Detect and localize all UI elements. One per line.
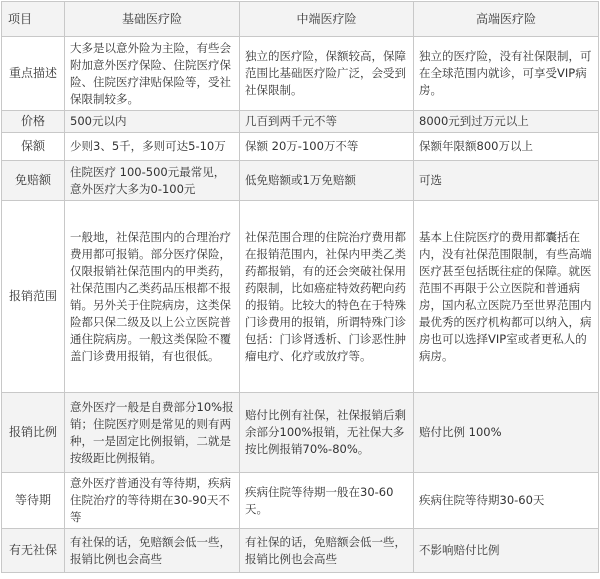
- header-basic-insurance: 基础医疗险: [65, 2, 240, 37]
- table-row: [2, 37, 599, 111]
- cell-mid: 保额 20万-100万不等: [240, 133, 414, 161]
- cell-basic: 住院医疗 100-500元最常见，意外医疗大多为0-100元: [65, 161, 240, 201]
- cell-basic: 有社保的话，免赔额会低一些，报销比例也会高些: [65, 529, 240, 573]
- cell-mid: 社保范围合理的住院治疗费用都在报销范围内，社保内甲类乙类药都报销，有的还会突破社保用药限制，比如癌症特效药靶向药的报销。比较大的特色在于特殊门诊费用的报销，所谓特殊门诊包括：门诊肾透析、门诊恶性肿瘤电疗、化疗或放疗等。: [240, 201, 414, 393]
- table-row: [2, 393, 599, 473]
- cell-high: 可选: [414, 161, 599, 201]
- row-label: 报销比例: [2, 393, 65, 473]
- table-row: [2, 111, 599, 133]
- cell-basic: 一般地，社保范围内的合理治疗费用都可报销。部分医疗保险，仅限报销社保范围内的甲类药，社保范围内乙类药品压根都不报销。另外关于住院病房，这类保险都只保二级及以上公立医院普通住院病房。一般这类保险不覆盖门诊费用报销，有也很低。: [65, 201, 240, 393]
- row-label: 保额: [2, 133, 65, 161]
- header-row: [2, 2, 599, 37]
- cell-high: 保额年限额800万以上: [414, 133, 599, 161]
- cell-mid: 有社保的话，免赔额会低一些，报销比例也会高些: [240, 529, 414, 573]
- table-row: [2, 161, 599, 201]
- row-label: 有无社保: [2, 529, 65, 573]
- cell-mid: 几百到两千元不等: [240, 111, 414, 133]
- row-label: 免赔额: [2, 161, 65, 201]
- cell-basic: 少则3、5千，多则可达5-10万: [65, 133, 240, 161]
- row-label: 报销范围: [2, 201, 65, 393]
- header-mid-insurance: 中端医疗险: [240, 2, 414, 37]
- cell-high: 基本上住院医疗的费用都囊括在内，没有社保范围限制，有些高端医疗甚至包括既往症的保障。就医范围不再限于公立医院和普通病房，国内私立医院乃至世界范围内最优秀的医疗机构都可以纳入，病房也可以选择VIP室或者更私人的病房。: [414, 201, 599, 393]
- table-row: [2, 133, 599, 161]
- cell-mid: 赔付比例有社保，社保报销后剩余部分100%报销，无社保大多按比例报销70%-80%。: [240, 393, 414, 473]
- table-row: [2, 529, 599, 573]
- cell-mid: 独立的医疗险，保额较高，保障范围比基础医疗险广泛，会受到社保限制。: [240, 37, 414, 111]
- header-item: 项目: [2, 2, 65, 37]
- row-label: 重点描述: [2, 37, 65, 111]
- cell-high: 不影响赔付比例: [414, 529, 599, 573]
- row-label: 价格: [2, 111, 65, 133]
- cell-mid: 疾病住院等待期一般在30-60天。: [240, 473, 414, 529]
- cell-high: 疾病住院等待期30-60天: [414, 473, 599, 529]
- cell-basic: 意外医疗一般是自费部分10%报销；住院医疗则是常见的则有两种，一是固定比例报销，二就是按级距比例报销。: [65, 393, 240, 473]
- table-row: [2, 201, 599, 393]
- cell-basic: 500元以内: [65, 111, 240, 133]
- cell-high: 赔付比例 100%: [414, 393, 599, 473]
- cell-mid: 低免赔额或1万免赔额: [240, 161, 414, 201]
- cell-basic: 意外医疗普通没有等待期，疾病住院治疗的等待期在30-90天不等: [65, 473, 240, 529]
- table-row: [2, 473, 599, 529]
- cell-high: 独立的医疗险，没有社保限制，可在全球范围内就诊，可享受VIP病房。: [414, 37, 599, 111]
- row-label: 等待期: [2, 473, 65, 529]
- cell-high: 8000元到过万元以上: [414, 111, 599, 133]
- header-high-insurance: 高端医疗险: [414, 2, 599, 37]
- cell-basic: 大多是以意外险为主险，有些会附加意外医疗保险、住院医疗保险、住院医疗津贴保险等，受社保限制较多。: [65, 37, 240, 111]
- insurance-comparison-table: [1, 1, 599, 573]
